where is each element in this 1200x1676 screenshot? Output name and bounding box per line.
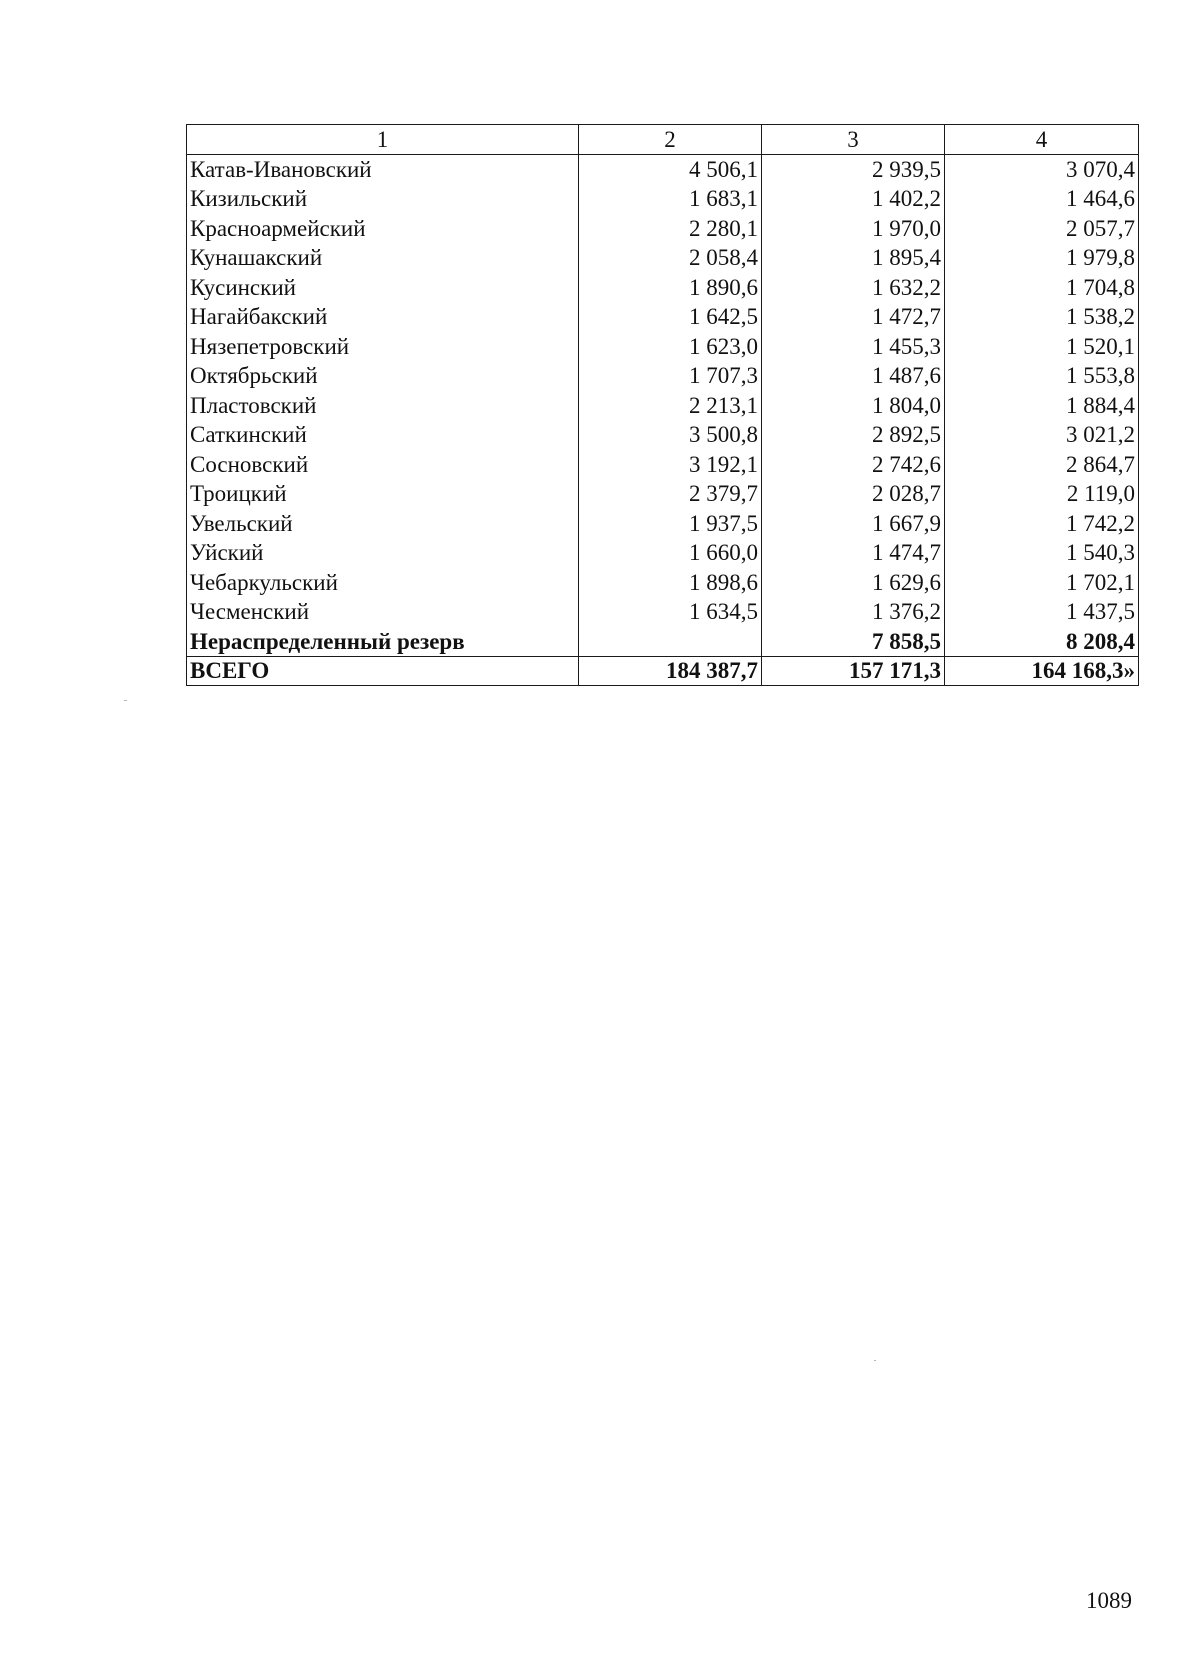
table-row: [187, 332, 1139, 362]
row-value-col3: 1 804,0: [762, 391, 945, 421]
table-header: [187, 125, 1139, 155]
row-value-col4: 2 057,7: [945, 214, 1139, 244]
table-row: [187, 420, 1139, 450]
row-value-col4: 1 540,3: [945, 538, 1139, 568]
row-name: Чесменский: [187, 597, 579, 627]
total-value-col2: 184 387,7: [579, 656, 762, 686]
row-value-col3: 1 455,3: [762, 332, 945, 362]
table-row: [187, 509, 1139, 539]
table-row: [187, 184, 1139, 214]
table-row: [187, 214, 1139, 244]
total-value-col3: 157 171,3: [762, 656, 945, 686]
reserve-value-col2: [579, 627, 762, 657]
page-number: 1089: [1086, 1588, 1132, 1613]
row-value-col3: 2 939,5: [762, 155, 945, 185]
row-value-col4: 2 864,7: [945, 450, 1139, 480]
total-name: ВСЕГО: [187, 656, 579, 686]
row-value-col4: 1 884,4: [945, 391, 1139, 421]
row-value-col3: 1 667,9: [762, 509, 945, 539]
row-value-col4: 1 704,8: [945, 273, 1139, 303]
row-value-col2: 1 890,6: [579, 273, 762, 303]
row-value-col3: 1 629,6: [762, 568, 945, 598]
table-row: [187, 155, 1139, 185]
row-name: Пластовский: [187, 391, 579, 421]
row-value-col2: 2 379,7: [579, 479, 762, 509]
row-value-col4: 1 742,2: [945, 509, 1139, 539]
scan-speck: [874, 1360, 876, 1361]
row-value-col4: 3 070,4: [945, 155, 1139, 185]
row-value-col2: 4 506,1: [579, 155, 762, 185]
row-value-col4: 1 437,5: [945, 597, 1139, 627]
row-value-col4: 1 553,8: [945, 361, 1139, 391]
table-row: [187, 243, 1139, 273]
reserve-value-col4: 8 208,4: [945, 627, 1139, 657]
budget-table: [186, 124, 1139, 686]
row-name: Сосновский: [187, 450, 579, 480]
total-row: [187, 656, 1139, 686]
table-row: [187, 568, 1139, 598]
row-value-col3: 1 895,4: [762, 243, 945, 273]
table-row: [187, 597, 1139, 627]
row-name: Нязепетровский: [187, 332, 579, 362]
row-value-col2: 2 058,4: [579, 243, 762, 273]
row-name: Катав-Ивановский: [187, 155, 579, 185]
row-value-col2: 1 683,1: [579, 184, 762, 214]
row-name: Чебаркульский: [187, 568, 579, 598]
total-value-col4: 164 168,3»: [945, 656, 1139, 686]
row-name: Уйский: [187, 538, 579, 568]
table-row: [187, 302, 1139, 332]
row-name: Октябрьский: [187, 361, 579, 391]
row-value-col4: 1 979,8: [945, 243, 1139, 273]
row-value-col3: 1 487,6: [762, 361, 945, 391]
row-value-col2: 2 213,1: [579, 391, 762, 421]
row-value-col2: 1 937,5: [579, 509, 762, 539]
row-name: Красноармейский: [187, 214, 579, 244]
row-value-col3: 1 376,2: [762, 597, 945, 627]
row-value-col3: 1 970,0: [762, 214, 945, 244]
row-value-col4: 1 538,2: [945, 302, 1139, 332]
row-value-col2: 1 634,5: [579, 597, 762, 627]
reserve-name: Нераспределенный резерв: [187, 627, 579, 657]
row-value-col3: 1 472,7: [762, 302, 945, 332]
row-value-col3: 2 892,5: [762, 420, 945, 450]
row-value-col4: 3 021,2: [945, 420, 1139, 450]
row-value-col2: 1 623,0: [579, 332, 762, 362]
row-value-col2: 3 500,8: [579, 420, 762, 450]
reserve-row: [187, 627, 1139, 657]
row-name: Троицкий: [187, 479, 579, 509]
row-value-col3: 2 028,7: [762, 479, 945, 509]
row-name: Кусинский: [187, 273, 579, 303]
row-name: Кизильский: [187, 184, 579, 214]
table-row: [187, 538, 1139, 568]
row-name: Увельский: [187, 509, 579, 539]
table-row: [187, 273, 1139, 303]
row-value-col3: 1 632,2: [762, 273, 945, 303]
row-value-col2: 1 660,0: [579, 538, 762, 568]
row-name: Кунашакский: [187, 243, 579, 273]
column-header-2: 2: [579, 125, 762, 155]
column-header-3: 3: [762, 125, 945, 155]
column-header-4: 4: [945, 125, 1139, 155]
row-value-col4: 2 119,0: [945, 479, 1139, 509]
reserve-value-col3: 7 858,5: [762, 627, 945, 657]
row-value-col3: 2 742,6: [762, 450, 945, 480]
table-body: [187, 155, 1139, 686]
row-value-col3: 1 402,2: [762, 184, 945, 214]
row-value-col3: 1 474,7: [762, 538, 945, 568]
row-value-col4: 1 464,6: [945, 184, 1139, 214]
row-value-col2: 1 707,3: [579, 361, 762, 391]
row-value-col2: 1 898,6: [579, 568, 762, 598]
row-value-col2: 2 280,1: [579, 214, 762, 244]
table-row: [187, 361, 1139, 391]
scan-speck: [124, 700, 127, 701]
row-name: Саткинский: [187, 420, 579, 450]
row-value-col2: 3 192,1: [579, 450, 762, 480]
column-header-1: 1: [187, 125, 579, 155]
table-row: [187, 479, 1139, 509]
row-name: Нагайбакский: [187, 302, 579, 332]
table-row: [187, 391, 1139, 421]
header-row: [187, 125, 1139, 155]
table-row: [187, 450, 1139, 480]
row-value-col2: 1 642,5: [579, 302, 762, 332]
row-value-col4: 1 520,1: [945, 332, 1139, 362]
row-value-col4: 1 702,1: [945, 568, 1139, 598]
